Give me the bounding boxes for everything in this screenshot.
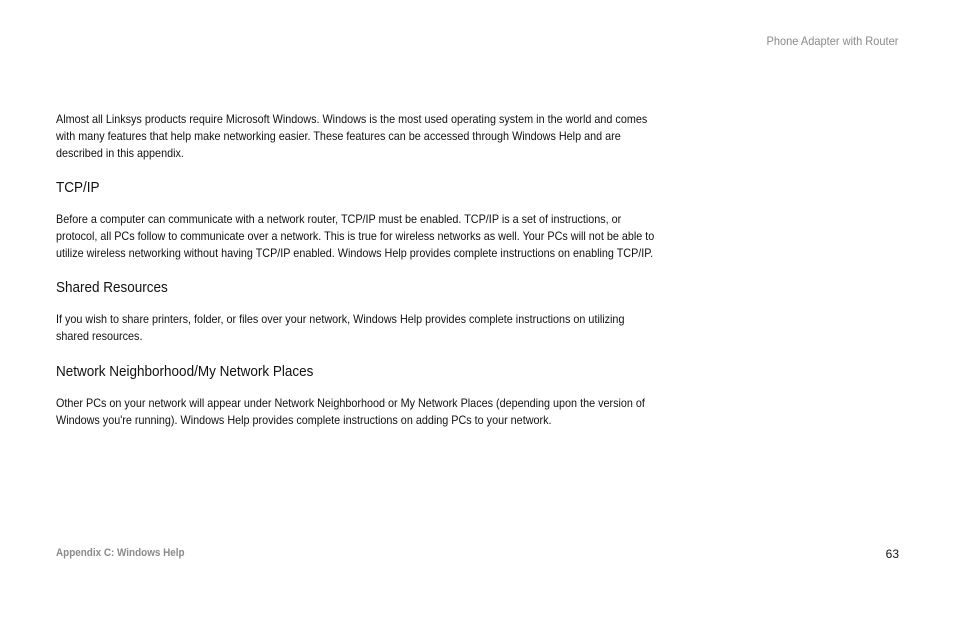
footer-section-title: Appendix C: Windows Help	[56, 547, 185, 559]
page-content	[56, 111, 696, 429]
section-body-network-places: Other PCs on your network will appear under Network Neighborhood or My Network Places (depending upon the version of Windows you're running). Windows Help provides complete instructions on adding PCs to your network.	[56, 395, 645, 427]
section-heading-shared-resources: Shared Resources	[56, 279, 168, 297]
section-heading-tcpip: TCP/IP	[56, 178, 100, 196]
intro-paragraph: Almost all Linksys products require Microsoft Windows. Windows is the most used operating system in the world and comes with many features that help make networking easier. These features can be accessed through Windows Help and are described in this appendix.	[56, 112, 648, 161]
section-body-shared-resources: If you wish to share printers, folder, or files over your network, Windows Help provides complete instructions on utilizing shared resources.	[56, 312, 625, 344]
running-header: Phone Adapter with Router	[766, 34, 898, 48]
page-number: 63	[885, 547, 899, 561]
section-heading-network-places: Network Neighborhood/My Network Places	[56, 362, 314, 380]
section-body-tcpip: Before a computer can communicate with a network router, TCP/IP must be enabled. TCP/IP is a set of instructions, or protocol, all PCs follow to communicate over a network. This is true for wireless networks as well. Your PCs will not be able to utilize wireless networking without having TCP/IP enabled. Windows Help provides complete instructions on enabling TCP/IP.	[56, 211, 655, 261]
